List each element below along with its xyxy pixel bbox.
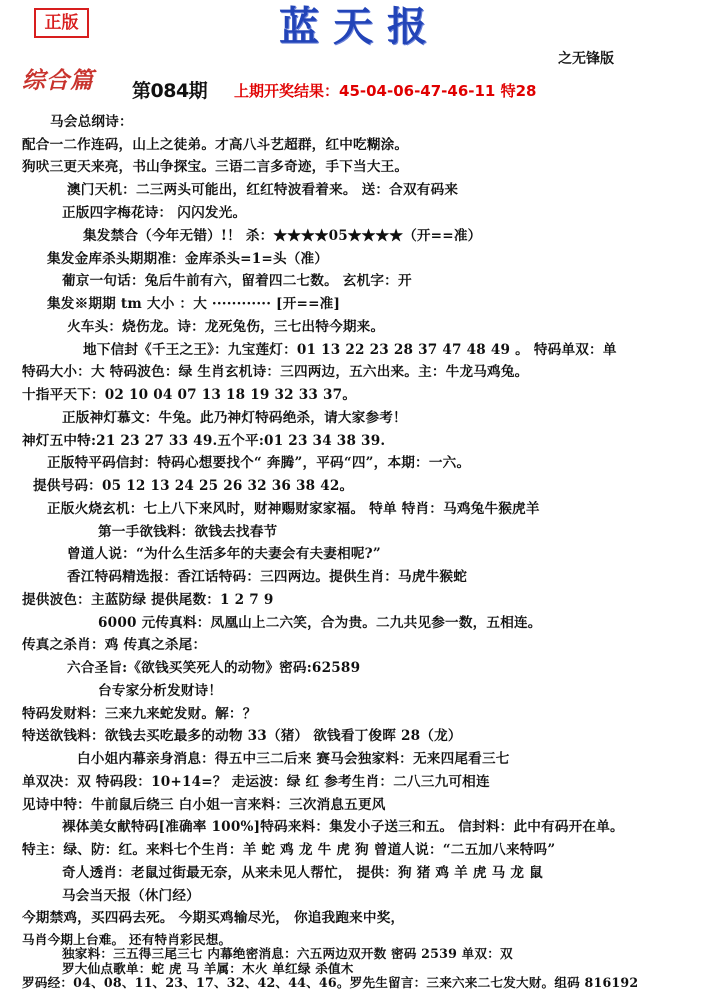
text-line: 正版特平码信封：特码心想要找个“ 奔腾”，平码“四”，本期：一六。 [47,455,471,471]
text-line: 白小姐内幕亲身消息：得五中三二后来 赛马会独家料：无来四尾看三七 [77,751,510,767]
text-line: 台专家分析发财诗！ [98,683,223,699]
text-line: 集发※期期 tm 大小 ：大 ············ [开==准] [47,296,341,312]
text-line: 配合一二作连码，山上之徒弟。才高八斗艺超群，红中吃糊涂。 [22,137,409,153]
text-line: 正版火烧玄机：七上八下来风时，财神赐财家家福。 特单 特肖：马鸡兔牛猴虎羊 [47,501,540,517]
text-line: 曾道人说：“为什么生活多年的夫妻会有夫妻相呢?” [67,546,381,562]
page-title: 蓝天报 [279,3,441,50]
text-line: 独家料：三五得三尾三七 内幕绝密消息：六五两边双开数 密码 2539 单双：双 [62,946,513,961]
text-line: 地下信封《千王之王》：九宝莲灯：01 13 22 23 28 37 47 48 49 。 特码单双：单 [83,342,617,358]
text-line: 裸体美女献特码[准确率 100%]特码来料：集发小子送三和五。 信封料：此中有码开在单。 [62,819,624,835]
text-line: 马肖今期上台难。 还有特肖彩民想。 [22,932,232,947]
text-line: 第一手欲钱料：欲钱去找春节 [98,524,278,540]
text-line: 见诗中特：牛前鼠后绕三 白小姐一言来料：三次消息五更风 [22,797,386,813]
previous-result: 上期开奖结果：45-04-06-47-46-11 特28 [234,82,537,100]
text-line: 奇人透肖：老鼠过街最无奈，从来未见人帮忙， 提供：狗 猪 鸡 羊 虎 马 龙 鼠 [62,865,543,881]
text-line: 6000 元传真料：凤凰山上二六笑，合为贵。二九共见参一数，五相连。 [98,615,542,631]
text-line: 特主：绿、防：红。来料七个生肖：羊 蛇 鸡 龙 牛 虎 狗 曾道人说：“二五加八来特吗” [22,842,556,858]
text-line: 集发禁合（今年无错）!！ 杀：★★★★05★★★★（开==准） [83,228,482,244]
text-line: 集发金库杀头期期准：金库杀头=1=头（准） [47,251,329,267]
text-line: 提供波色：主蓝防绿 提供尾数：1 2 7 9 [22,592,274,608]
text-line: 今期禁鸡，买四码去死。 今期买鸡输尽光， 你追我跑来中奖， [22,910,405,926]
text-line: 葡京一句话：兔后牛前有六，留着四二七数。 玄机字：开 [62,273,412,289]
text-line: 传真之杀肖：鸡 传真之杀尾： [22,637,207,653]
text-line: 单双决：双 特码段：10+14=？ 走运波：绿 红 参考生肖：二八三九可相连 [22,774,490,790]
text-line: 正版四字梅花诗： 闪闪发光。 [62,205,247,221]
text-line: 特码发财料：三来九来蛇发财。解：？ [22,706,257,722]
text-line: 澳门天机：二三两头可能出，红红特波看着来。 送：合双有码来 [67,182,459,198]
text-line: 狗吠三更天来亮，书山争探宝。三语二言多奇迹，手下当大王。 [22,159,409,175]
text-line: 特码大小：大 特码波色：绿 生肖玄机诗：三四两边，五六出来。主：牛龙马鸡兔。 [22,364,529,380]
section-title: 综合篇 [22,67,94,94]
text-line: 提供号码：05 12 13 24 25 26 32 36 38 42。 [33,478,354,494]
edition-label: 之无锋版 [558,51,614,67]
authentic-badge: 正版 [34,8,89,38]
text-line: 马会总纲诗： [50,114,133,130]
text-line: 六合圣旨:《欲钱买笑死人的动物》密码:62589 [67,660,361,676]
text-line: 罗大仙点歌单：蛇 虎 马 羊属：木火 单红绿 杀值木 [62,961,354,976]
text-line: 特送欲钱料：欲钱去买吃最多的动物 33（猪） 欲钱看丁俊晖 28（龙） [22,728,462,744]
text-line: 香江特码精选报：香江话特码：三四两边。提供生肖：马虎牛猴蛇 [67,569,468,585]
text-line: 十指平天下：02 10 04 07 13 18 19 32 33 37。 [22,387,357,403]
text-line: 马会当天报（休门经） [62,888,200,904]
text-line: 正版神灯慕文：牛兔。此乃神灯特码绝杀，请大家参考！ [62,410,407,426]
text-line: 罗码经：04、08、11、23、17、32、42、44、46。罗先生留言：三来六来二七发大财。组码 816192 [22,975,639,990]
text-line: 火车头：烧伤龙。诗：龙死兔伤，三七出特今期来。 [67,319,385,335]
text-line: 神灯五中特:21 23 27 33 49.五个平:01 23 34 38 39. [22,433,386,449]
issue-number: 第084期 [132,80,208,102]
